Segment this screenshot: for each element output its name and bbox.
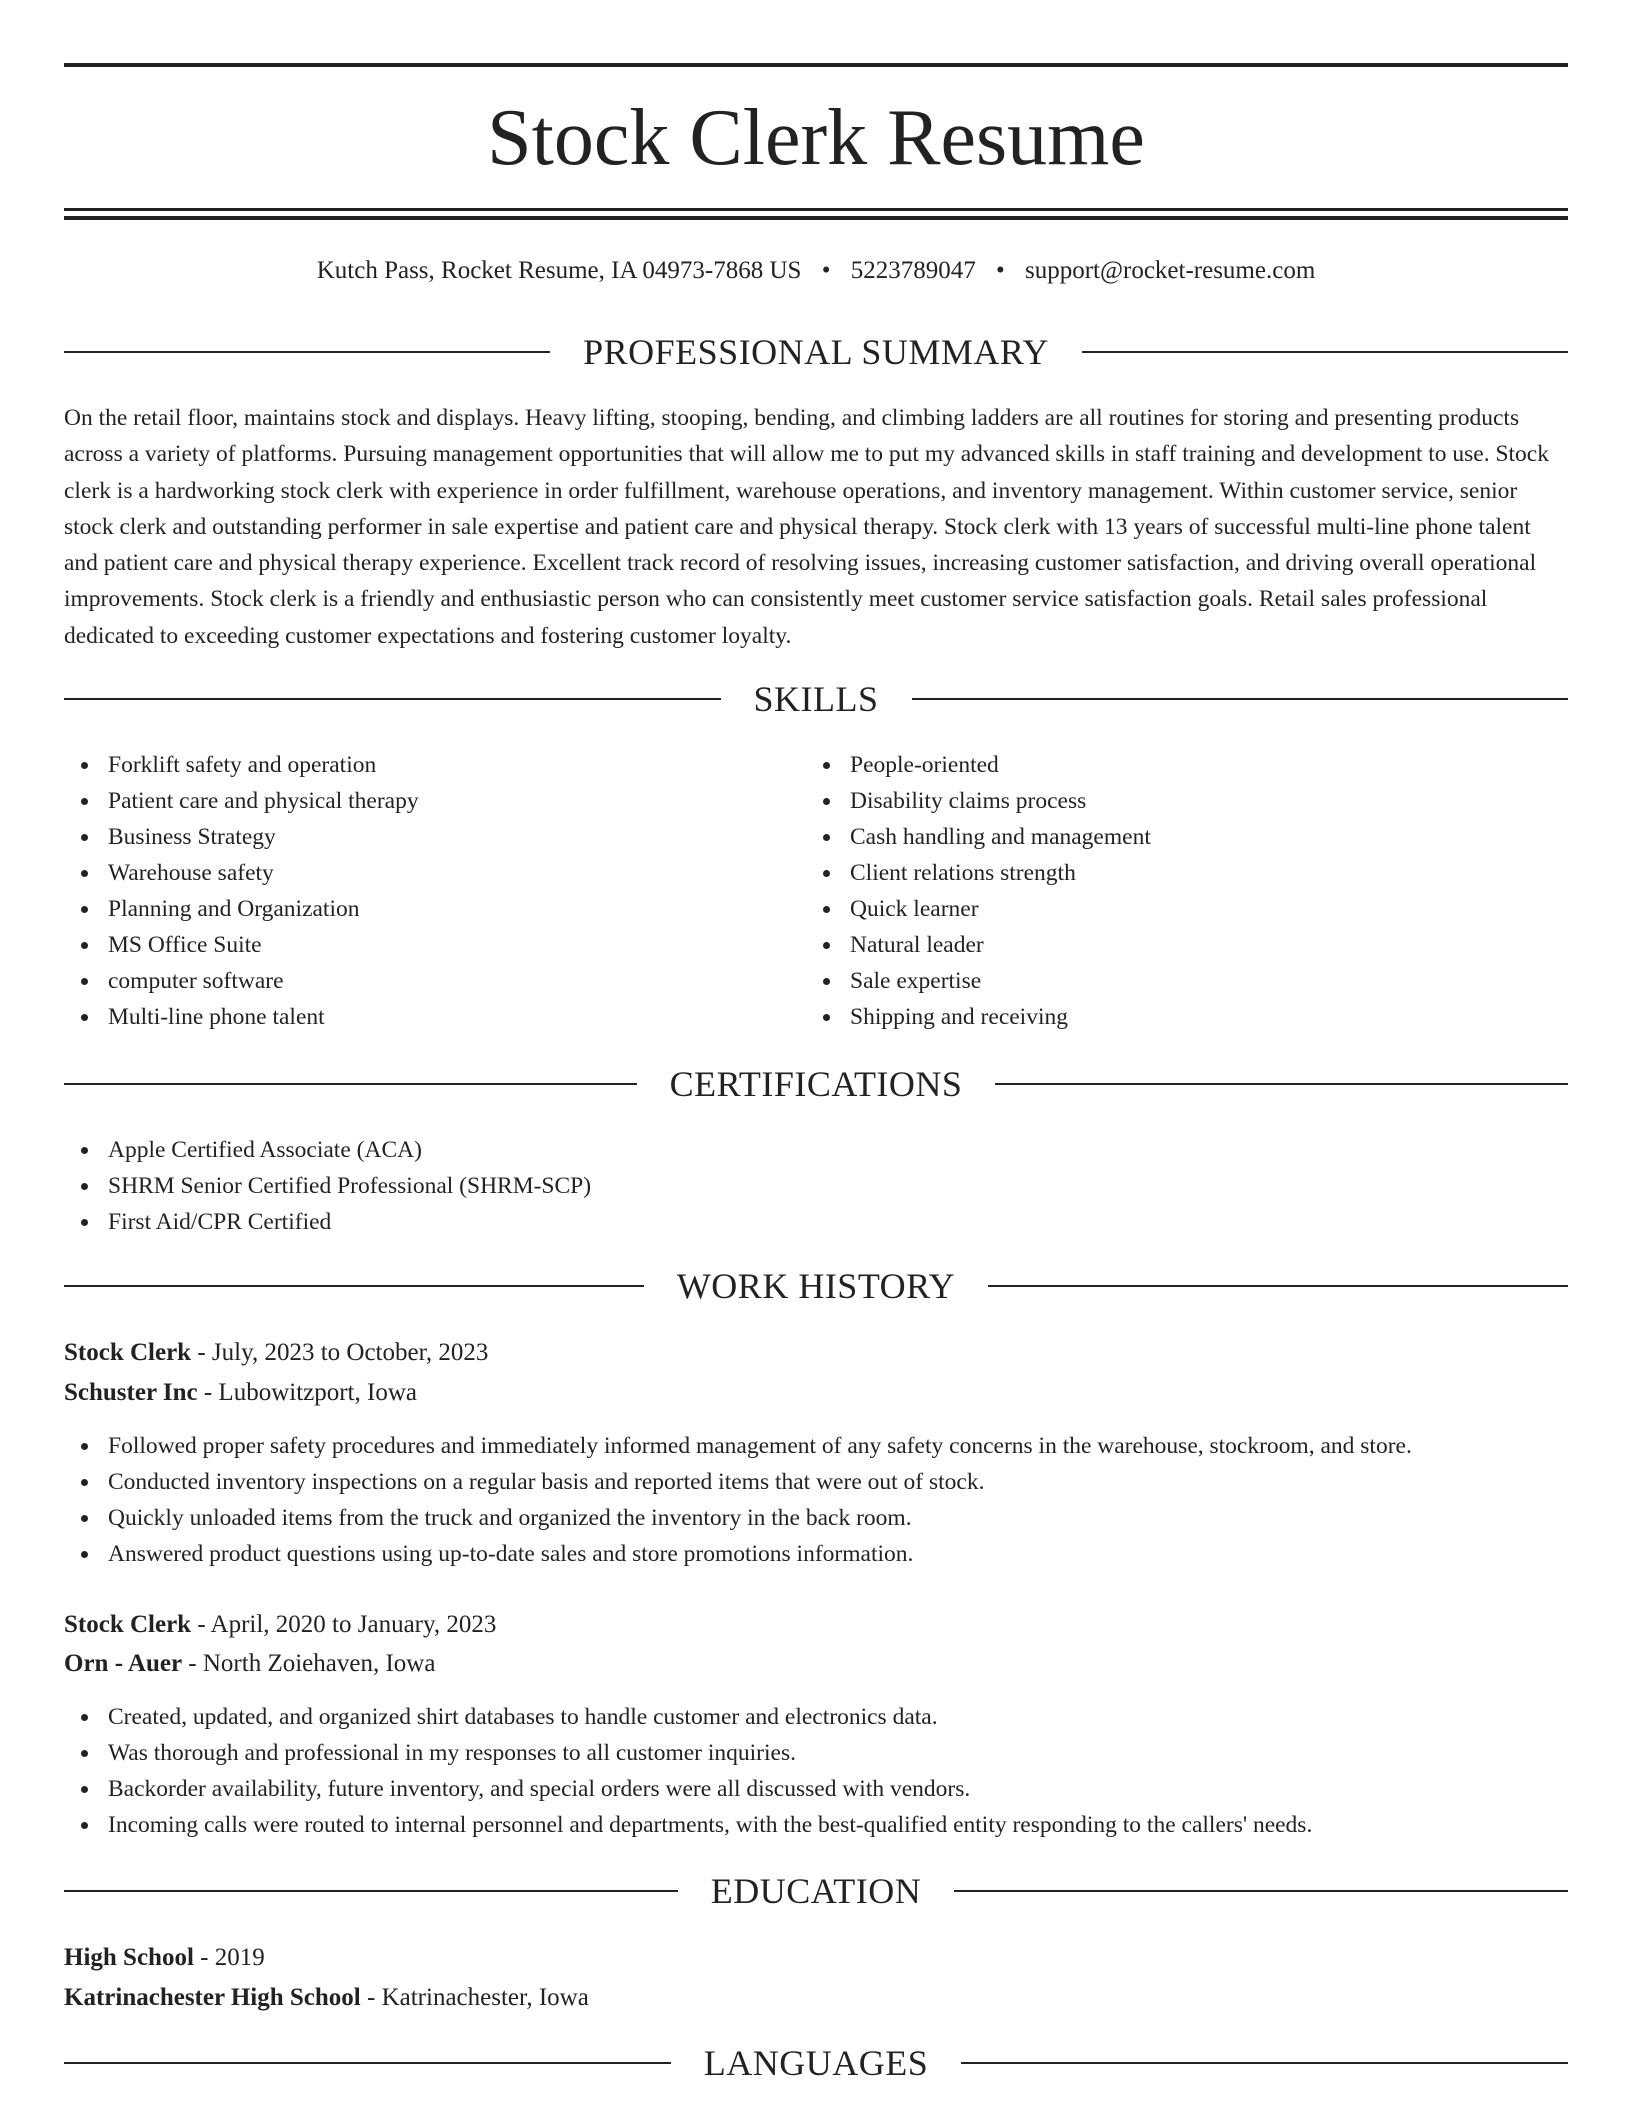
skills-list-right [806, 747, 1566, 1035]
list-item: Created, updated, and organized shirt databases to handle customer and electronics data. [64, 1699, 1568, 1735]
heading-label: CERTIFICATIONS [669, 1064, 963, 1104]
job-title-line [64, 1335, 1568, 1371]
list-item: Quickly unloaded items from the truck and organized the inventory in the back room. [64, 1500, 1568, 1536]
section-heading-certifications [64, 1062, 1568, 1106]
list-item: Natural leader [806, 927, 1566, 963]
section-heading-skills [64, 677, 1568, 721]
certifications-list [64, 1132, 1568, 1240]
list-item: Disability claims process [806, 783, 1566, 819]
heading-label: LANGUAGES [703, 2043, 929, 2083]
education-school: Katrinachester High School [64, 1984, 361, 2011]
list-item: Planning and Organization [64, 891, 804, 927]
list-item: Client relations strength [806, 855, 1566, 891]
list-item: Warehouse safety [64, 855, 804, 891]
job-title: Stock Clerk [64, 1611, 192, 1638]
resume-title: Stock Clerk Resume [487, 94, 1145, 182]
job-company-line [64, 1375, 1568, 1411]
contact-email: support@rocket-resume.com [1024, 257, 1316, 284]
heading-rule [64, 1083, 637, 1085]
job-company: Schuster Inc [64, 1379, 198, 1406]
education-school-line [64, 1980, 1568, 2016]
education-degree-line [64, 1940, 1568, 1976]
title-rule-upper [64, 208, 1568, 211]
list-item: Business Strategy [64, 819, 804, 855]
summary-paragraph: On the retail floor, maintains stock and displays. Heavy lifting, stooping, bending, and climbing ladders are all routines for storing and presenting products across a variety of platforms. Pursuing management opportunities that will allow me to put my advanced skills in staff training and development to use. Stock clerk is a hardworking stock clerk with experience in order fulfillment, warehouse operations, and inventory management. Within customer service, senior stock clerk and outstanding performer in sale expertise and patient care and physical therapy. Stock clerk with 13 years of successful multi-line phone talent and patient care and physical therapy experience. Excellent track record of resolving issues, increasing customer satisfaction, and driving overall operational improvements. Stock clerk is a friendly and enthusiastic person who can consistently meet customer service satisfaction goals. Retail sales professional dedicated to exceeding customer expectations and fostering customer loyalty. [64, 405, 1549, 649]
list-item: Conducted inventory inspections on a regular basis and reported items that were out of stock. [64, 1464, 1568, 1500]
heading-rule [961, 2062, 1568, 2064]
contact-line [64, 255, 1568, 287]
education-degree: High School [64, 1944, 194, 1971]
heading-rule [995, 1083, 1568, 1085]
job-bullets [64, 1699, 1568, 1843]
job-company: Orn - Auer [64, 1650, 183, 1677]
contact-address: Kutch Pass, Rocket Resume, IA 04973-7868 US [316, 257, 802, 284]
list-item: Apple Certified Associate (ACA) [64, 1132, 1568, 1168]
list-item: Cash handling and management [806, 819, 1566, 855]
top-rule [64, 63, 1568, 67]
education-location: - Katrinachester, Iowa [367, 1984, 589, 2011]
list-item: Multi-line phone talent [64, 999, 804, 1035]
list-item: Quick learner [806, 891, 1566, 927]
heading-rule [64, 2062, 671, 2064]
list-item: Answered product questions using up-to-date sales and store promotions information. [64, 1536, 1568, 1572]
list-item: People-oriented [806, 747, 1566, 783]
heading-rule [64, 1890, 678, 1892]
heading-label: SKILLS [753, 679, 879, 719]
job-dates: - April, 2020 to January, 2023 [197, 1611, 497, 1638]
list-item: First Aid/CPR Certified [64, 1204, 1568, 1240]
list-item: MS Office Suite [64, 927, 804, 963]
contact-separator: • [821, 257, 831, 284]
education-year: - 2019 [200, 1944, 265, 1971]
job-title-line [64, 1607, 1568, 1643]
section-heading-summary [64, 330, 1568, 374]
list-item: computer software [64, 963, 804, 999]
section-heading-work-history [64, 1264, 1568, 1308]
heading-rule [64, 698, 721, 700]
job-dates: - July, 2023 to October, 2023 [197, 1339, 489, 1366]
job-bullets [64, 1428, 1568, 1572]
heading-label: WORK HISTORY [676, 1266, 956, 1306]
heading-rule [954, 1890, 1568, 1892]
list-item: Sale expertise [806, 963, 1566, 999]
list-item: Patient care and physical therapy [64, 783, 804, 819]
contact-phone: 5223789047 [850, 257, 976, 284]
skills-list-left [64, 747, 804, 1035]
list-item: Forklift safety and operation [64, 747, 804, 783]
list-item: Incoming calls were routed to internal personnel and departments, with the best-qualified entity responding to the callers' needs. [64, 1807, 1568, 1843]
heading-rule [64, 351, 550, 353]
list-item: Shipping and receiving [806, 999, 1566, 1035]
list-item: Backorder availability, future inventory, and special orders were all discussed with vendors. [64, 1771, 1568, 1807]
title-rule-lower [64, 216, 1568, 220]
section-heading-education [64, 1869, 1568, 1913]
job-title: Stock Clerk [64, 1339, 192, 1366]
heading-rule [1082, 351, 1568, 353]
heading-rule [988, 1285, 1568, 1287]
contact-separator: • [995, 257, 1005, 284]
list-item: SHRM Senior Certified Professional (SHRM-SCP) [64, 1168, 1568, 1204]
job-location: - Lubowitzport, Iowa [203, 1379, 417, 1406]
job-location: - North Zoiehaven, Iowa [188, 1650, 436, 1677]
heading-rule [912, 698, 1569, 700]
list-item: Followed proper safety procedures and immediately informed management of any safety concerns in the warehouse, stockroom, and store. [64, 1428, 1568, 1464]
heading-label: PROFESSIONAL SUMMARY [583, 332, 1049, 372]
section-heading-languages [64, 2041, 1568, 2085]
job-company-line [64, 1646, 1568, 1682]
heading-rule [64, 1285, 644, 1287]
heading-label: EDUCATION [710, 1871, 922, 1911]
list-item: Was thorough and professional in my responses to all customer inquiries. [64, 1735, 1568, 1771]
